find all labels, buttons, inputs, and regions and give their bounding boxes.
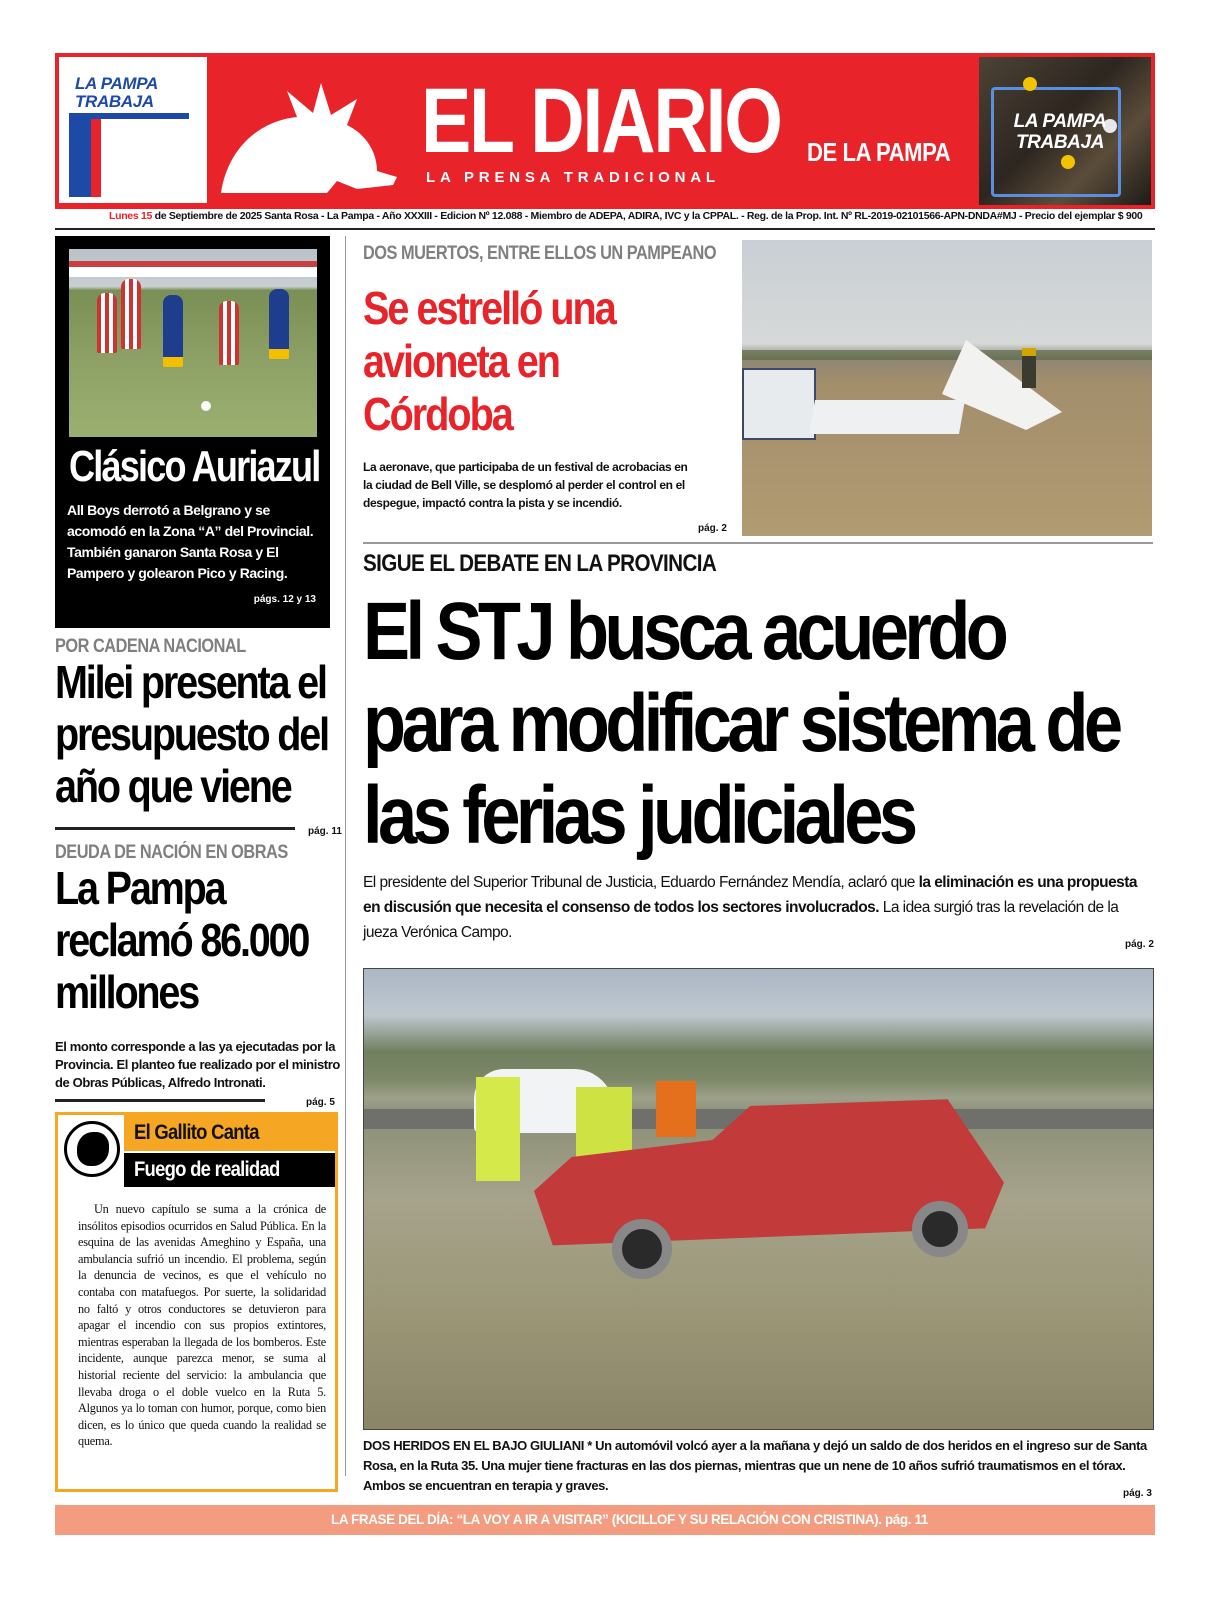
ball-icon [201, 401, 211, 411]
main-kicker: SIGUE EL DEBATE EN LA PROVINCIA [363, 550, 717, 577]
player-figure [163, 295, 183, 367]
dateline-details: de Septiembre de 2025 Santa Rosa - La Pampa - Año XXXIII - Edicion Nº 12.088 - Miembro de ADEPA, ADIRA, IVC y la CPPAL. - Reg. de la Prop. Int. Nº RL-2019-02101566-APN-DNDA#MJ - Precio del ejemplar $ 900 [152, 210, 1143, 222]
rescuer-figure [1022, 348, 1036, 388]
main-summary-part: El presidente del Superior Tribunal de Justicia, Eduardo Fernández Mendía, aclaró que [363, 874, 919, 891]
milei-headline[interactable]: Milei presenta el presupuesto del año que viene [55, 656, 328, 812]
quote-of-the-day: LA FRASE DEL DÍA: “LA VOY A IR A VISITAR” (KICILLOF Y SU RELACIÓN CON CRISTINA). pág. 11 [331, 1512, 928, 1527]
gallito-subtitle-bar [124, 1153, 335, 1187]
gallito-name: El Gallito Canta [134, 1121, 259, 1144]
logo-left-text: LA PAMPA TRABAJA [75, 74, 158, 111]
car-wheel [612, 1219, 672, 1279]
photo-wall [69, 267, 317, 277]
la-pampa-trabaja-logo-left [59, 57, 207, 203]
quote-of-the-day-bar [55, 1505, 1155, 1535]
main-headline[interactable]: El STJ busca acuerdo para modificar sistema de las ferias judiciales [363, 586, 1119, 861]
gallito-column[interactable] [55, 1112, 338, 1492]
main-summary-part: La idea surgió tras la revelación de la jueza Verónica Campo. [363, 899, 1119, 941]
newspaper-tagline: LA PRENSA TRADICIONAL [426, 169, 720, 186]
photo-treeline [742, 350, 1152, 360]
pampa-summary: El monto corresponde a las ya ejecutadas por la Provincia. El planteo fue realizado por el ministro de Obras Públicas, Alfredo Intronati. [55, 1039, 340, 1090]
player-figure [97, 293, 117, 353]
main-summary-highlight: la eliminación es una propuesta en discusión que necesita el consenso de todos los sectores involucrados. [363, 874, 1137, 916]
officer-vest [476, 1077, 520, 1181]
rooster-shape [77, 1132, 109, 1166]
la-pampa-trabaja-logo-right [979, 57, 1151, 205]
divider [55, 1099, 265, 1102]
gallito-subtitle: Fuego de realidad [134, 1158, 280, 1181]
plane-fuselage [809, 400, 965, 434]
photo-wall-stripe [69, 261, 317, 267]
rooster-icon [64, 1121, 120, 1177]
avioneta-summary: La aeronave, que participaba de un festival de acrobacias en la ciudad de Bell Ville, se desplomó al perder el control en el despegue, impactó contra la pista y se incendió. [363, 460, 688, 510]
divider [55, 228, 1155, 230]
sun-logo-icon [217, 81, 417, 199]
newspaper-title-sub: DE LA PAMPA [807, 137, 951, 167]
car-wheel [912, 1201, 968, 1257]
page-ref: pág. 11 [308, 826, 342, 837]
logo-right-text: LA PAMPA TRABAJA [1013, 111, 1107, 153]
main-summary [363, 870, 1153, 945]
dateline-date: Lunes 15 [109, 210, 152, 222]
player-figure [269, 289, 289, 359]
masthead [55, 53, 1155, 209]
dateline [109, 210, 1142, 222]
milei-kicker: POR CADENA NACIONAL [55, 636, 246, 657]
pampa-headline[interactable]: La Pampa reclamó 86.000 millones [55, 862, 309, 1018]
gallito-body: Un nuevo capítulo se suma a la crónica de insólitos episodios ocurridos en Salud Pública. En la esquina de las avenidas Ameghino y España, una ambulancia sufrió un incendio. El problema, según la denuncia de vecinos, es que el vehículo no contaba con matafuegos. Por suerte, la solidaridad no faltó y otros conductores se detuvieron para apagar el incendio con sus propios extintores, mientras esperaban la llegada de los bomberos. Este incidente, aunque parezca menor, se suma al historial reciente del servicio: la ambulancia que llevaba droga o el doble vuelco en la Ruta 5. Algunos ya lo toman con humor, porque, como bien dicen, es lo único que queda cuando la realidad se quema. [78, 1202, 326, 1449]
player-figure [219, 301, 239, 365]
page-ref: pág. 2 [698, 523, 727, 534]
sports-headline[interactable]: Clásico Auriazul [69, 442, 320, 491]
police-truck [742, 368, 816, 440]
divider [363, 542, 1153, 544]
worker-helmet-icon [1061, 155, 1075, 169]
avioneta-kicker: DOS MUERTOS, ENTRE ELLOS UN PAMPEANO [363, 243, 717, 264]
rescuer-vest [656, 1081, 696, 1137]
page-ref: pág. 5 [306, 1097, 335, 1108]
gallito-name-bar [124, 1115, 335, 1151]
page-ref: págs. 12 y 13 [253, 594, 316, 605]
football-match-photo [69, 249, 317, 437]
divider [55, 827, 295, 830]
avioneta-headline[interactable]: Se estrelló una avioneta en Córdoba [363, 282, 615, 440]
car-accident-photo [363, 968, 1154, 1430]
player-figure [121, 279, 141, 349]
gallito-header [58, 1115, 335, 1189]
pampa-kicker: DEUDA DE NACIÓN EN OBRAS [55, 842, 288, 863]
sports-summary: All Boys derrotó a Belgrano y se acomodó en la Zona “A” del Provincial. También ganaron Santa Rosa y El Pampero y golearon Pico y Racing. [67, 502, 314, 581]
plane-crash-photo [742, 240, 1152, 536]
sports-feature[interactable] [55, 236, 330, 628]
page-ref: pág. 3 [1123, 1488, 1152, 1499]
province-map-inner [91, 119, 189, 197]
column-divider [345, 236, 346, 1476]
page-ref: pág. 2 [1125, 939, 1154, 950]
accident-caption: DOS HERIDOS EN EL BAJO GIULIANI * Un automóvil volcó ayer a la mañana y dejó un saldo de dos heridos en el ingreso sur de Santa Rosa, en la Ruta 35. Una mujer tiene fracturas en las dos piernas, mientras que un nene de 10 años sufrió traumatismos en el tórax. Ambos se encuentran en terapia y graves. [363, 1438, 1147, 1493]
newspaper-title: EL DIARIO [421, 70, 781, 172]
worker-helmet-icon [1023, 77, 1037, 91]
